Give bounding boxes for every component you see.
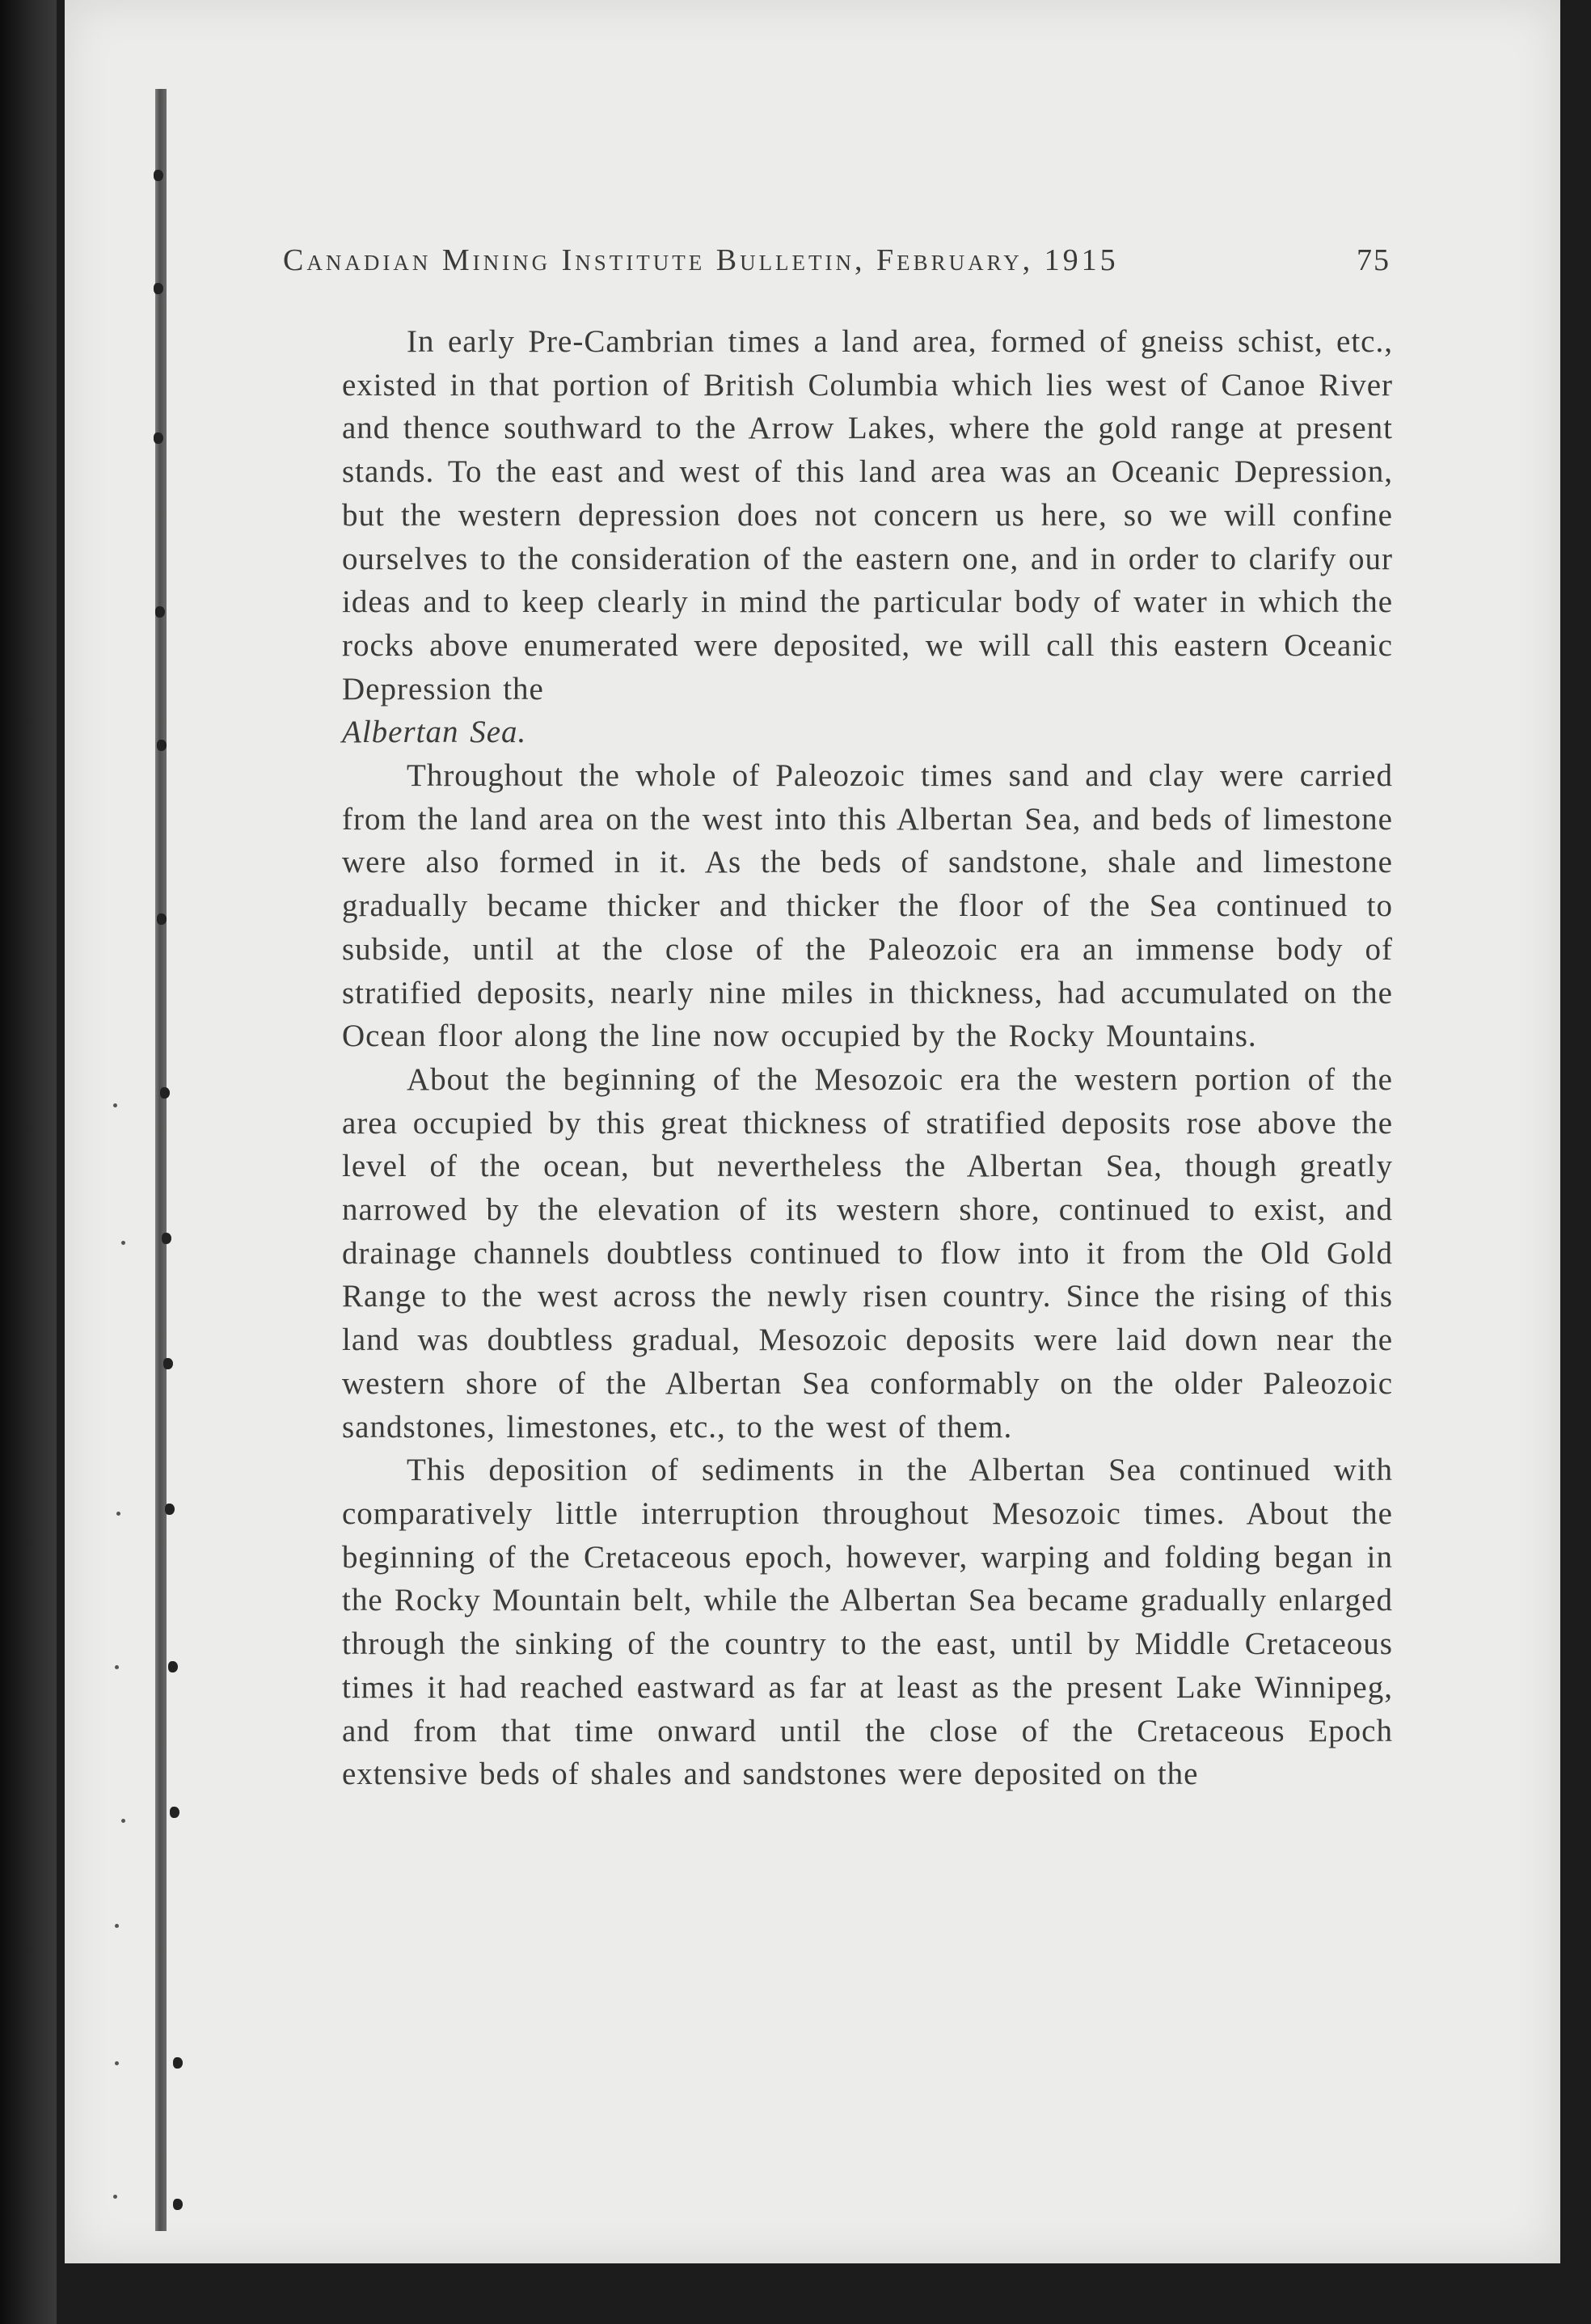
paragraph-4: This deposition of sediments in the Albertan Sea continued with comparatively little interruption throughout Mesozoic times. About the beginning of the Cretaceous epoch, however, warping and folding began in the Rocky Mountain belt, while the Albertan Sea became gradually enlarged through the sinking of the country to the east, until by Middle Cretaceous times it had reached eastward as far at least as the present Lake Winnipeg, and from that time onward until the close of the Cretaceous Epoch extensive beds of shales and sandstones were deposited on the <box>342 1453 1393 1792</box>
scan-speck <box>115 1924 119 1928</box>
binding-hole <box>168 1661 178 1672</box>
page-number: 75 <box>1357 243 1391 277</box>
scan-speck <box>113 2195 117 2199</box>
paragraph-3: About the beginning of the Mesozoic era the western portion of the area occupied by this great thickness of stratified deposits rose above the level of the ocean, but nevertheless the Albertan Sea, though greatly narrowed by the elevation of its western shore, continued to exist, and drainage channels doubtless continued to flow into it from the Old Gold Range to the west across the newly risen country. Since the rising of this land was doubtless gradual, Mesozoic deposits were laid down near the western shore of the Albertan Sea conformably on the older Paleozoic sandstones, limestones, etc., to the west of them. <box>342 1061 1393 1445</box>
paragraph-2: Throughout the whole of Paleozoic times sand and clay were carried from the land area on the west into this Albertan Sea, and beds of limestone were also formed in it. As the beds of sandstone, shale and limestone gradually became thicker and thicker the floor of the Sea continued to subside, until at the close of the Paleozoic era an immense body of stratified deposits, nearly nine miles in thickness, had accumulated on the Ocean floor along the line now occupied by the Rocky Mountains. <box>342 758 1393 1054</box>
binding-hole <box>165 1504 175 1515</box>
binding-hole <box>155 606 165 618</box>
binding-hole <box>154 283 163 294</box>
binding-hole <box>157 740 167 751</box>
binding-hole <box>173 2057 183 2069</box>
scan-speck <box>116 1512 120 1516</box>
scan-speck <box>113 1103 117 1107</box>
scan-speck <box>121 1819 125 1823</box>
binding-hole <box>154 170 163 181</box>
scan-speck <box>115 1665 119 1669</box>
scan-dark-margin <box>0 0 57 2324</box>
binding-hole <box>154 432 163 444</box>
binding-hole <box>163 1358 173 1369</box>
scan-speck <box>115 2061 119 2065</box>
document-page <box>65 0 1560 2263</box>
binding-edge <box>155 89 167 2231</box>
binding-hole <box>170 1807 179 1818</box>
body-text <box>342 320 1393 1796</box>
running-header <box>283 243 1391 278</box>
paragraph-1 <box>342 320 1393 754</box>
binding-hole <box>160 1087 170 1099</box>
binding-hole <box>173 2199 183 2210</box>
paragraph-1-text: In early Pre-Cambrian times a land area, formed of gneiss schist, etc., existed in that portion of British Columbia which lies west of Canoe River and thence southward to the Arrow Lakes, where the gold range at present stands. To the east and west of this land area was an Oceanic Depression, but the western depression does not concern us here, so we will confine ourselves to the consideration of the eastern one, and in order to clarify our ideas and to keep clearly in mind the particular body of water in which the rocks above enumerated were deposited, we will call this eastern Oceanic Depression the <box>342 324 1393 706</box>
scan-speck <box>121 1241 125 1245</box>
binding-hole <box>157 913 167 925</box>
binding-hole <box>162 1233 171 1244</box>
running-title: Canadian Mining Institute Bulletin, February, 1915 <box>283 243 1119 277</box>
albertan-sea-term: Albertan Sea. <box>342 715 527 750</box>
